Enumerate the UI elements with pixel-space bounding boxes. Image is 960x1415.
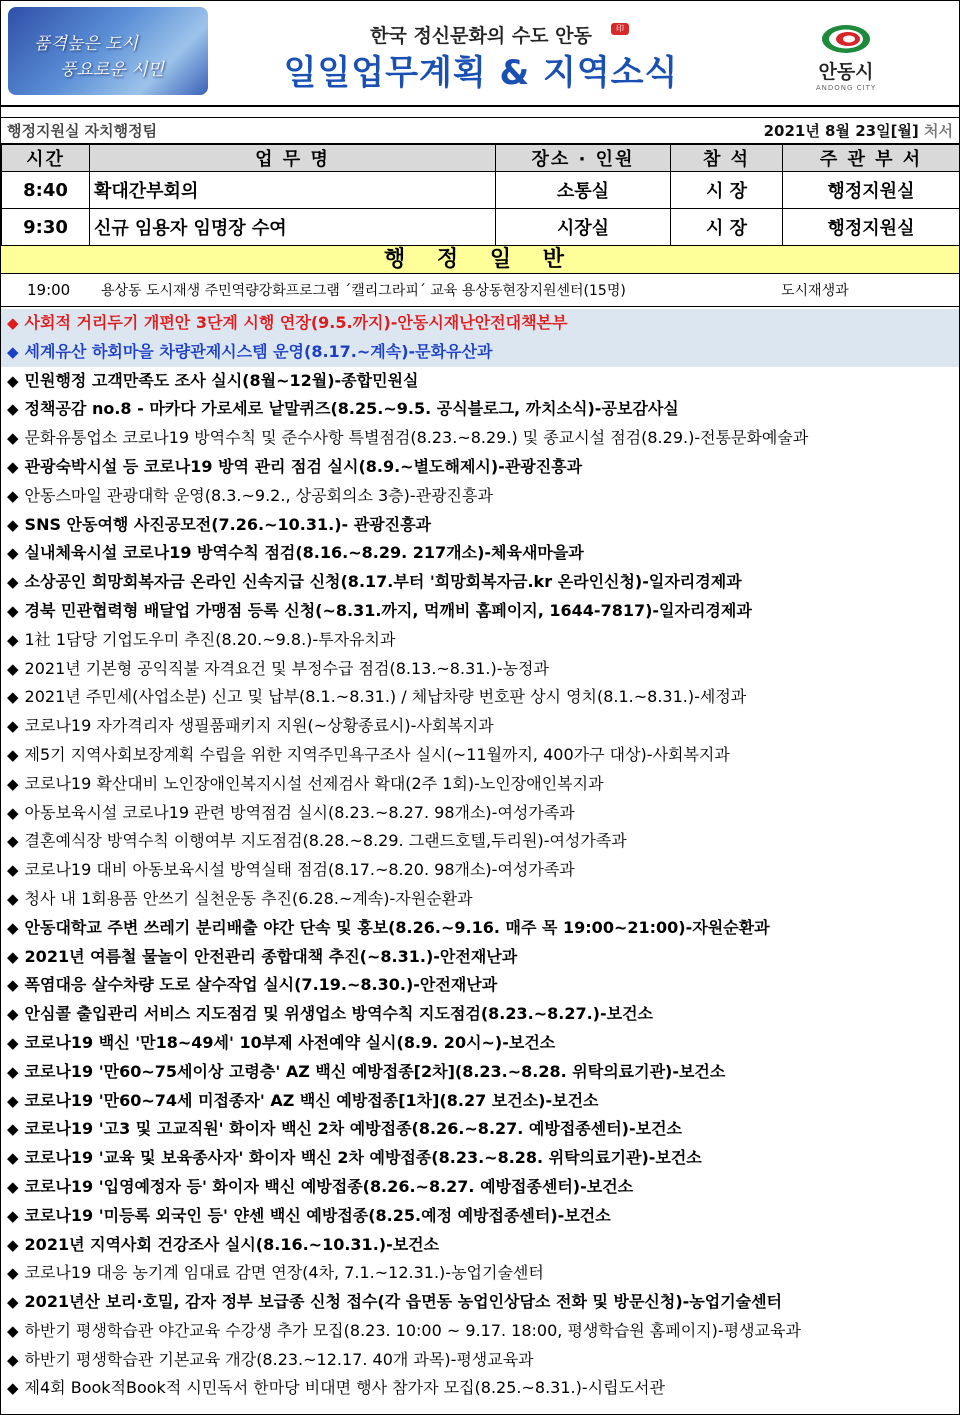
news-text: 코로나19 백신 '만18~49세' 10부제 사전예약 실시(8.9. 20시~)-보건소 [24,1032,556,1052]
diamond-bullet-icon: ◆ [7,1005,19,1024]
news-text: 코로나19 '만60~74세 미접종자' AZ 백신 예방접종[1차](8.27 보건소)-보건소 [24,1090,599,1110]
news-text: 코로나19 대비 아동보육시설 방역실태 점검(8.17.~8.20. 98개소)-여성가족과 [24,860,575,880]
news-item [1,453,959,482]
diamond-bullet-icon: ◆ [7,1379,19,1398]
diamond-bullet-icon: ◆ [7,601,19,620]
news-text: 코로나19 확산대비 노인장애인복지시설 선제검사 확대(2주 1회)-노인장애인복지과 [24,773,604,793]
news-item [1,655,959,684]
diamond-bullet-icon: ◆ [7,573,19,592]
news-text: 코로나19 '만60~75세이상 고령층' AZ 백신 예방접종[2차](8.23.~8.28. 위탁의료기관)-보건소 [24,1061,726,1081]
col-header-attendee: 참 석 [671,145,783,172]
diamond-bullet-icon: ◆ [7,486,19,505]
news-text: 사회적 거리두기 개편안 3단계 시행 연장(9.5.까지)-안동시재난안전대책본부 [24,313,568,332]
news-item [1,914,959,943]
diamond-bullet-icon: ◆ [7,429,19,448]
diamond-bullet-icon: ◆ [7,1033,19,1052]
diamond-bullet-icon: ◆ [7,1177,19,1196]
news-text: 민원행정 고객만족도 조사 실시(8월~12월)-종합민원실 [24,370,419,390]
diamond-bullet-icon: ◆ [7,889,19,908]
city-name: 안동시 [818,61,874,83]
diamond-bullet-icon: ◆ [7,314,19,332]
news-item [1,1288,959,1317]
diamond-bullet-icon: ◆ [7,1264,19,1283]
spacer [1,107,959,118]
diamond-bullet-icon: ◆ [7,1206,19,1225]
schedule-place: 소통실 [496,172,671,209]
col-header-place: 장소 · 인원 [496,145,671,172]
news-item [1,1202,959,1231]
news-item [1,539,959,568]
news-text: 2021년산 보리·호밀, 감자 정부 보급종 신청 접수(각 읍면동 농업인상담소 전화 및 방문신청)-농업기술센터 [24,1292,783,1312]
diamond-bullet-icon: ◆ [7,1120,19,1139]
schedule-header-row [2,145,960,172]
schedule-attendee: 시 장 [671,209,783,246]
general-time: 19:00 [27,281,71,299]
diamond-bullet-icon: ◆ [7,1293,19,1312]
info-bar [1,118,959,144]
general-admin-heading: 행 정 일 반 [1,246,959,274]
news-text: 하반기 평생학습관 기본교육 개강(8.23.~12.17. 40개 과목)-평생교육과 [24,1349,534,1369]
diamond-bullet-icon: ◆ [7,774,19,793]
news-text: 폭염대응 살수차량 도로 살수작업 실시(7.19.~8.30.)-안전재난과 [24,975,498,995]
news-item [1,1374,959,1403]
diamond-bullet-icon: ◆ [7,400,19,419]
main-title: 일일업무계획 & 지역소식 [283,53,679,93]
news-text: 제4회 Book적Book적 시민독서 한마당 비대면 행사 참가자 모집(8.25.~8.31.)-시립도서관 [24,1378,665,1398]
news-item [1,338,959,367]
schedule-dept: 행정지원실 [783,172,960,209]
solar-term: 처서 [924,122,953,140]
news-item [1,856,959,885]
diamond-bullet-icon: ◆ [7,544,19,563]
news-text: 경북 민관협력형 배달업 가맹점 등록 신청(~8.31.까지, 먹깨비 홈페이지, 1644-7817)-일자리경제과 [24,600,752,620]
news-item [1,482,959,511]
diamond-bullet-icon: ◆ [7,659,19,678]
news-item [1,1173,959,1202]
news-item [1,1029,959,1058]
schedule-row [2,209,960,246]
diamond-bullet-icon: ◆ [7,515,19,534]
news-text: 안동스마일 관광대학 운영(8.3.~9.2., 상공회의소 3층)-관광진흥과 [24,485,493,505]
news-text: 소상공인 희망회복자금 온라인 신속지급 신청(8.17.부터 '희망회복자금.kr 온라인신청)-일자리경제과 [24,572,742,592]
diamond-bullet-icon: ◆ [7,371,19,390]
schedule-task: 신규 임용자 임명장 수여 [90,209,496,246]
slogan-line2: 풍요로운 시민 [60,60,164,80]
schedule-time: 9:30 [2,209,90,246]
news-text: 실내체육시설 코로나19 방역수칙 점검(8.16.~8.29. 217개소)-체육새마을과 [24,543,584,563]
col-header-task: 업 무 명 [90,145,496,172]
diamond-bullet-icon: ◆ [7,1321,19,1340]
news-item [1,827,959,856]
news-item [1,1144,959,1173]
news-text: 2021년 지역사회 건강조사 실시(8.16.~10.31.)-보건소 [24,1234,440,1254]
diamond-bullet-icon: ◆ [7,803,19,822]
diamond-bullet-icon: ◆ [7,1062,19,1081]
news-item [1,712,959,741]
news-text: 청사 내 1회용품 안쓰기 실천운동 추진(6.28.~계속)-자원순환과 [24,888,473,908]
news-text: 2021년 기본형 공익직불 자격요건 및 부정수급 점검(8.13.~8.31.)-농정과 [24,658,549,678]
diamond-bullet-icon: ◆ [7,342,19,361]
slogan-line1: 품격높은 도시 [34,34,138,54]
news-text: 정책공감 no.8 - 마카다 가로세로 낱말퀴즈(8.25.~9.5. 공식블로그, 까치소식)-공보감사실 [24,399,679,419]
news-item [1,1087,959,1116]
general-desc: 용상동 도시재생 주민역량강화프로그램 ´캘리그라피´ 교육 용상동현장지원센터(15명) [101,283,626,299]
col-header-dept: 주 관 부 서 [783,145,960,172]
news-item [1,741,959,770]
diamond-bullet-icon: ◆ [7,976,19,995]
news-item [1,885,959,914]
news-item [1,568,959,597]
diamond-bullet-icon: ◆ [7,745,19,764]
general-dept: 도시재생과 [781,283,849,299]
diamond-bullet-icon: ◆ [7,630,19,649]
header-banner [1,1,959,107]
city-name-en: ANDONG CITY [815,84,877,92]
news-text: 코로나19 대응 농기계 임대료 감면 연장(4차, 7.1.~12.31.)-농업기술센터 [24,1263,544,1283]
news-item [1,626,959,655]
schedule-row [2,172,960,209]
schedule-dept: 행정지원실 [783,209,960,246]
news-text: 2021년 주민세(사업소분) 신고 및 납부(8.1.~8.31.) / 체납차량 번호판 상시 영치(8.1.~8.31.)-세정과 [24,687,747,707]
date-label [764,120,953,141]
news-item [1,597,959,626]
news-item [1,1346,959,1375]
news-item [1,1317,959,1346]
diamond-bullet-icon: ◆ [7,918,19,937]
city-logo [791,23,901,95]
news-text: 안동대학교 주변 쓰레기 분리배출 야간 단속 및 홍보(8.26.~9.16. 매주 목 19:00~21:00)-자원순환과 [24,917,770,937]
schedule-place: 시장실 [496,209,671,246]
news-text: 관광숙박시설 등 코로나19 방역 관리 점검 실시(8.9.~별도해제시)-관광진흥과 [24,456,583,476]
news-text: 코로나19 '미등록 외국인 등' 얀센 백신 예방접종(8.25.예정 예방접종센터)-보건소 [24,1205,611,1225]
news-text: 1社 1담당 기업도우미 추진(8.20.~9.8.)-투자유치과 [24,629,396,649]
diamond-bullet-icon: ◆ [7,457,19,476]
news-item [1,511,959,540]
news-text: 문화유통업소 코로나19 방역수칙 및 준수사항 특별점검(8.23.~8.29.) 및 종교시설 점검(8.29.)-전통문화예술과 [24,428,809,448]
news-item [1,1259,959,1288]
news-item [1,1000,959,1029]
general-admin-row [1,274,959,307]
news-item [1,309,959,338]
date-value: 2021년 8월 23일[월] [763,122,919,140]
diamond-bullet-icon: ◆ [7,832,19,851]
diamond-bullet-icon: ◆ [7,688,19,707]
department-label: 행정지원실 자치행정팀 [7,122,158,140]
news-item [1,424,959,453]
news-item [1,1115,959,1144]
regional-news-list [1,307,959,1403]
news-text: 하반기 평생학습관 야간교육 수강생 추가 모집(8.23. 10:00 ~ 9.17. 18:00, 평생학습원 홈페이지)-평생교육과 [24,1320,801,1340]
seal-icon: 印 [611,23,629,35]
top-title: 한국 정신문화의 수도 안동 [370,25,592,47]
diamond-bullet-icon: ◆ [7,947,19,966]
news-text: 아동보육시설 코로나19 관련 방역점검 실시(8.23.~8.27. 98개소)-여성가족과 [24,802,575,822]
news-text: 제5기 지역사회보장계획 수립을 위한 지역주민욕구조사 실시(~11월까지, 400가구 대상)-사회복지과 [24,744,730,764]
col-header-time: 시간 [2,145,90,172]
schedule-task: 확대간부회의 [90,172,496,209]
news-text: 코로나19 '고3 및 고교직원' 화이자 백신 2차 예방접종(8.26.~8.27. 예방접종센터)-보건소 [24,1119,682,1139]
news-item [1,943,959,972]
news-item [1,770,959,799]
schedule-time: 8:40 [2,172,90,209]
diamond-bullet-icon: ◆ [7,1235,19,1254]
news-text: 세계유산 하회마을 차량관제시스템 운영(8.17.~계속)-문화유산과 [24,341,493,361]
news-text: SNS 안동여행 사진공모전(7.26.~10.31.)- 관광진흥과 [24,514,431,534]
schedule-attendee: 시 장 [671,172,783,209]
news-item [1,971,959,1000]
news-item [1,367,959,396]
news-text: 코로나19 '입영예정자 등' 화이자 백신 예방접종(8.26.~8.27. 예방접종센터)-보건소 [24,1176,634,1196]
diamond-bullet-icon: ◆ [7,1091,19,1110]
diamond-bullet-icon: ◆ [7,1149,19,1168]
news-item [1,799,959,828]
news-text: 코로나19 '교육 및 보육종사자' 화이자 백신 2차 예방접종(8.23.~8.28. 위탁의료기관)-보건소 [24,1148,702,1168]
schedule-table [1,144,960,246]
news-text: 안심콜 출입관리 서비스 지도점검 및 위생업소 방역수칙 지도점검(8.23.~8.27.)-보건소 [24,1004,654,1024]
news-item [1,395,959,424]
news-item [1,1058,959,1087]
news-text: 결혼예식장 방역수칙 이행여부 지도점검(8.28.~8.29. 그랜드호텔,두리원)-여성가족과 [24,831,627,851]
diamond-bullet-icon: ◆ [7,1350,19,1369]
diamond-bullet-icon: ◆ [7,861,19,880]
diamond-bullet-icon: ◆ [7,717,19,736]
news-item [1,1231,959,1260]
news-text: 2021년 여름철 물놀이 안전관리 종합대책 추진(~8.31.)-안전재난과 [24,946,518,966]
news-text: 코로나19 자가격리자 생필품패키지 지원(~상황종료시)-사회복지과 [24,716,494,736]
city-emblem-icon [820,23,872,55]
news-item [1,683,959,712]
